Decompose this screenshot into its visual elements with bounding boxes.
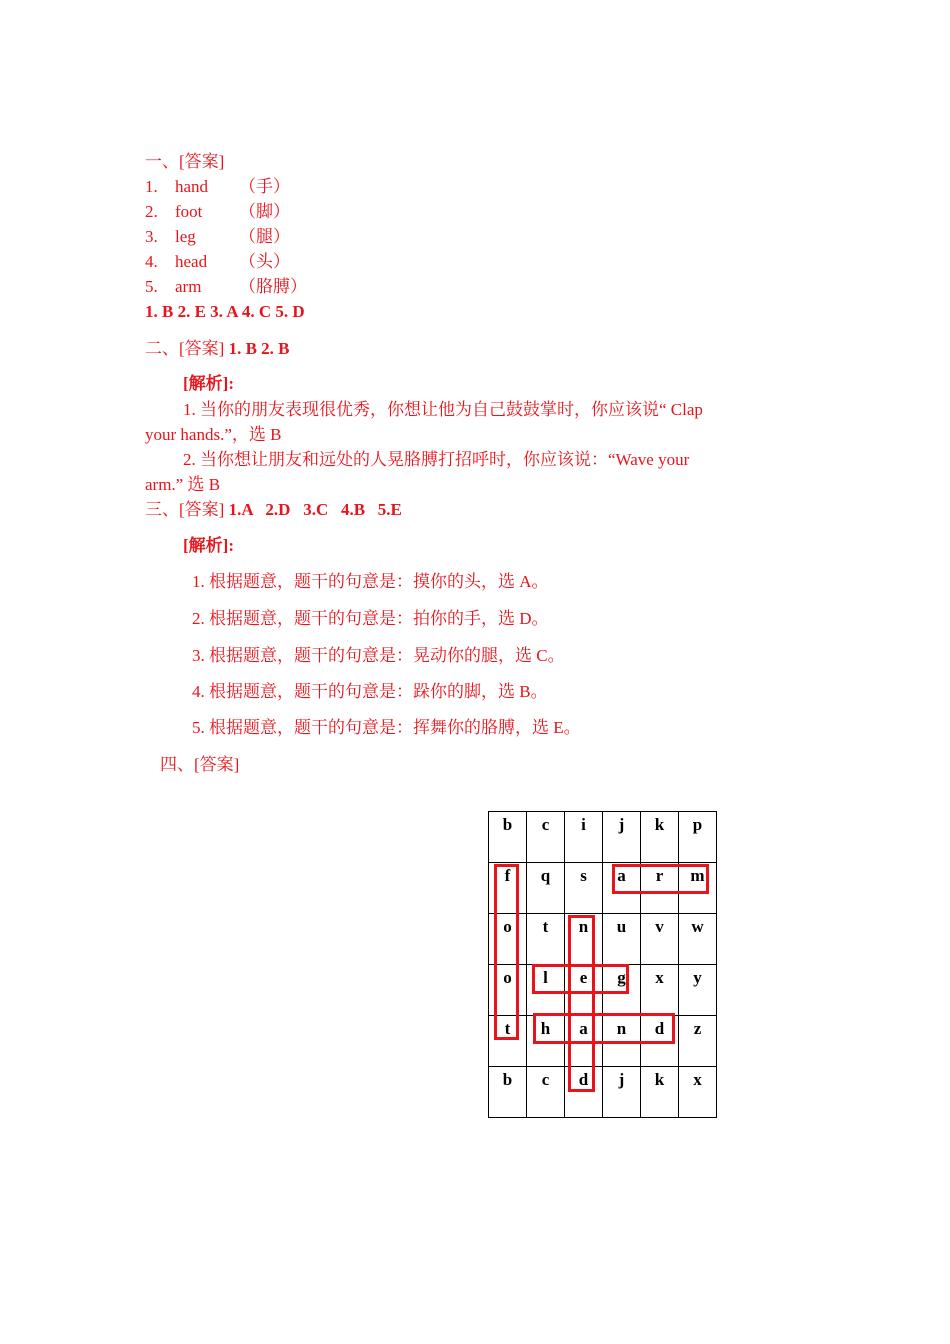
grid-cell: u [603,914,641,965]
section3-heading-prefix: 三、[答案] [145,500,225,519]
section2-para1-line2: your hands.”，选 B [145,425,282,444]
grid-cell: q [527,863,565,914]
grid-row [489,863,717,914]
grid-row [489,812,717,863]
grid-cell: s [565,863,603,914]
grid-cell: b [489,1067,527,1118]
grid-cell: d [641,1016,679,1067]
vocab-item [145,177,290,197]
section3-heading-answers: 1.A 2.D 3.C 4.B 5.E [224,500,402,519]
analysis-item: 1. 根据题意，题干的句意是：摸你的头，选 A。 [192,572,549,591]
section2-para2-line2: arm.” 选 B [145,475,221,494]
grid-cell: j [603,1067,641,1118]
grid-cell: p [679,812,717,863]
section3-analysis-label: [解析]: [183,536,234,555]
grid-cell: j [603,812,641,863]
vocab-num: 4. [145,252,158,271]
grid-cell: d [565,1067,603,1118]
grid-cell: x [641,965,679,1016]
analysis-item: 3. 根据题意，题干的句意是：晃动你的腿，选 C。 [192,646,565,665]
grid-cell: k [641,812,679,863]
vocab-word: leg [175,227,196,246]
vocab-item [145,202,290,222]
grid-row [489,1016,717,1067]
vocab-num: 3. [145,227,158,246]
grid-cell: t [527,914,565,965]
grid-row [489,1067,717,1118]
grid-cell: k [641,1067,679,1118]
grid-cell: h [527,1016,565,1067]
grid-cell: m [679,863,717,914]
vocab-meaning: （胳膊） [239,277,307,296]
vocab-num: 2. [145,202,158,221]
grid-cell: o [489,914,527,965]
vocab-meaning: （手） [239,177,290,196]
vocab-item [145,277,307,297]
grid-cell: g [603,965,641,1016]
grid-cell: t [489,1016,527,1067]
analysis-item: 4. 根据题意，题干的句意是：跺你的脚，选 B。 [192,682,548,701]
section2-para2-line1: 2. 当你想让朋友和远处的人晃胳膊打招呼时，你应该说：“Wave your [183,450,690,469]
grid-cell: a [603,863,641,914]
section1-heading: 一、[答案] [145,152,225,171]
vocab-meaning: （头） [239,252,290,271]
word-search-grid [488,811,717,1118]
grid-row [489,965,717,1016]
section1-answers: 1. B 2. E 3. A 4. C 5. D [145,302,305,321]
grid-cell: o [489,965,527,1016]
section3-heading [145,500,402,520]
grid-cell: z [679,1016,717,1067]
grid-cell: n [603,1016,641,1067]
grid-cell: l [527,965,565,1016]
grid-cell: w [679,914,717,965]
vocab-num: 1. [145,177,158,196]
section4-heading: 四、[答案] [160,755,240,774]
grid-row [489,914,717,965]
vocab-meaning: （脚） [239,202,290,221]
grid-cell: v [641,914,679,965]
vocab-word: foot [175,202,203,221]
grid-cell: n [565,914,603,965]
grid-cell: c [527,1067,565,1118]
section2-heading-prefix: 二、[答案] [145,339,225,358]
section2-heading-answers: 1. B 2. B [224,339,290,358]
vocab-word: hand [175,177,209,196]
vocab-meaning: （腿） [239,227,290,246]
grid-cell: y [679,965,717,1016]
section2-analysis-label: [解析]: [183,374,234,393]
grid-cell: e [565,965,603,1016]
grid-cell: c [527,812,565,863]
grid-cell: i [565,812,603,863]
section2-heading [145,339,290,359]
vocab-item [145,227,290,247]
grid-cell: b [489,812,527,863]
vocab-item [145,252,290,272]
grid-cell: r [641,863,679,914]
grid-cell: a [565,1016,603,1067]
analysis-item: 5. 根据题意，题干的句意是：挥舞你的胳膊，选 E。 [192,718,581,737]
vocab-word: head [175,252,208,271]
grid-cell: f [489,863,527,914]
vocab-num: 5. [145,277,158,296]
grid-cell: x [679,1067,717,1118]
section2-para1-line1: 1. 当你的朋友表现很优秀，你想让他为自己鼓鼓掌时，你应该说“ Clap [183,400,703,419]
vocab-word: arm [175,277,202,296]
analysis-item: 2. 根据题意，题干的句意是：拍你的手，选 D。 [192,609,549,628]
